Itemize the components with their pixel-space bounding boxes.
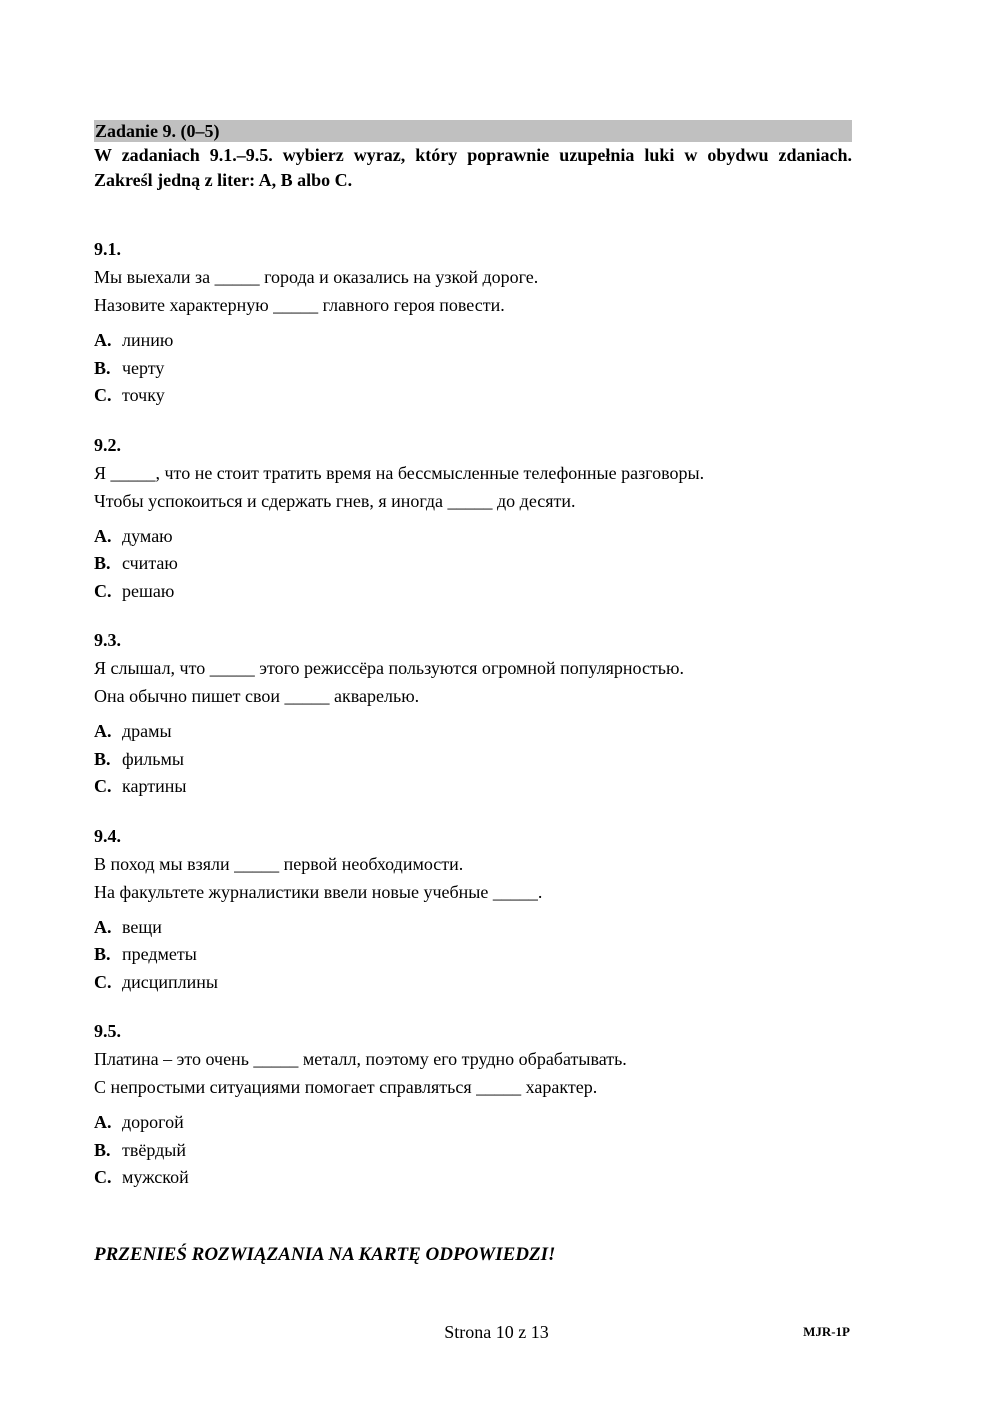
question-sentence: Назовите характерную _____ главного героя повести. [94,295,505,315]
option-text: драмы [122,721,172,741]
page-number: Strona 10 z 13 [444,1322,549,1342]
answer-option-b[interactable] [94,355,852,383]
exam-code: MJR-1P [803,1324,850,1339]
question-number: 9.3. [94,630,121,650]
answer-option-c[interactable] [94,382,852,410]
answer-options [94,327,852,410]
answer-option-b[interactable] [94,746,852,774]
question-sentence: В поход мы взяли _____ первой необходимости. [94,853,464,874]
question-number: 9.1. [94,239,121,259]
question-sentence: Я слышал, что _____ этого режиссёра пользуются огромной популярностью. [94,658,684,678]
option-letter: A. [94,721,112,741]
answer-option-c[interactable] [94,969,852,997]
answer-option-c[interactable] [94,773,852,801]
question-number: 9.2. [94,434,121,455]
option-letter: A. [94,525,112,546]
option-letter: C. [94,1167,112,1187]
question-9-3 [94,627,852,801]
question-sentence: Чтобы успокоиться и сдержать гнев, я иногда _____ до десяти. [94,490,576,511]
option-text: твёрдый [122,1139,187,1160]
question-sentence: Я _____, что не стоит тратить время на бессмысленные телефонные разговоры. [94,462,705,483]
option-letter: C. [94,776,112,796]
answer-option-a[interactable] [94,914,852,942]
answer-option-a[interactable] [94,1109,852,1137]
question-9-5 [94,1018,852,1192]
option-text: точку [122,385,165,405]
option-text: предметы [122,944,197,964]
answer-option-a[interactable] [94,523,852,551]
answer-option-a[interactable] [94,718,852,746]
question-9-4 [94,823,852,997]
task-instruction: W zadaniach 9.1.–9.5. wybierz wyraz, który poprawnie uzupełnia luki w obydwu zdaniach. Zakreśl jedną z liter: A, B albo C. [94,145,852,190]
option-text: дорогой [122,1112,184,1132]
exam-page [94,120,852,1192]
option-letter: B. [94,944,111,964]
option-text: черту [122,357,165,378]
option-letter: B. [94,357,111,378]
answer-option-a[interactable] [94,327,852,355]
question-number: 9.5. [94,1021,121,1041]
option-letter: C. [94,580,112,601]
option-text: вещи [122,916,162,937]
option-letter: A. [94,1112,112,1132]
question-sentence: Мы выехали за _____ города и оказались на узкой дороге. [94,267,539,287]
answer-options [94,718,852,801]
option-letter: C. [94,385,112,405]
option-text: решаю [122,580,175,601]
question-number: 9.4. [94,825,121,846]
answer-option-b[interactable] [94,550,852,578]
question-9-1 [94,236,852,410]
option-letter: B. [94,748,111,769]
answer-options [94,914,852,997]
option-text: линию [122,330,174,350]
transfer-answers-note: PRZENIEŚ ROZWIĄZANIA NA KARTĘ ODPOWIEDZI! [94,1244,556,1265]
question-9-2 [94,432,852,606]
option-text: фильмы [122,748,184,769]
option-letter: B. [94,553,111,573]
option-text: картины [122,776,187,796]
option-text: думаю [122,525,173,546]
question-sentence: На факультете журналистики ввели новые учебные _____. [94,881,543,902]
task-header: Zadanie 9. (0–5) [94,120,852,142]
answer-option-b[interactable] [94,941,852,969]
answer-option-c[interactable] [94,578,852,606]
question-sentence: С непростыми ситуациями помогает справляться _____ характер. [94,1077,598,1097]
option-letter: C. [94,971,112,992]
answer-option-c[interactable] [94,1164,852,1192]
answer-option-b[interactable] [94,1137,852,1165]
option-text: считаю [122,553,178,573]
answer-options [94,1109,852,1192]
option-text: дисциплины [122,971,219,992]
question-sentence: Платина – это очень _____ металл, поэтому его трудно обрабатывать. [94,1049,627,1069]
option-letter: B. [94,1139,111,1160]
option-letter: A. [94,916,112,937]
answer-options [94,523,852,606]
option-text: мужской [122,1167,189,1187]
option-letter: A. [94,330,112,350]
question-sentence: Она обычно пишет свои _____ акварелью. [94,686,420,706]
